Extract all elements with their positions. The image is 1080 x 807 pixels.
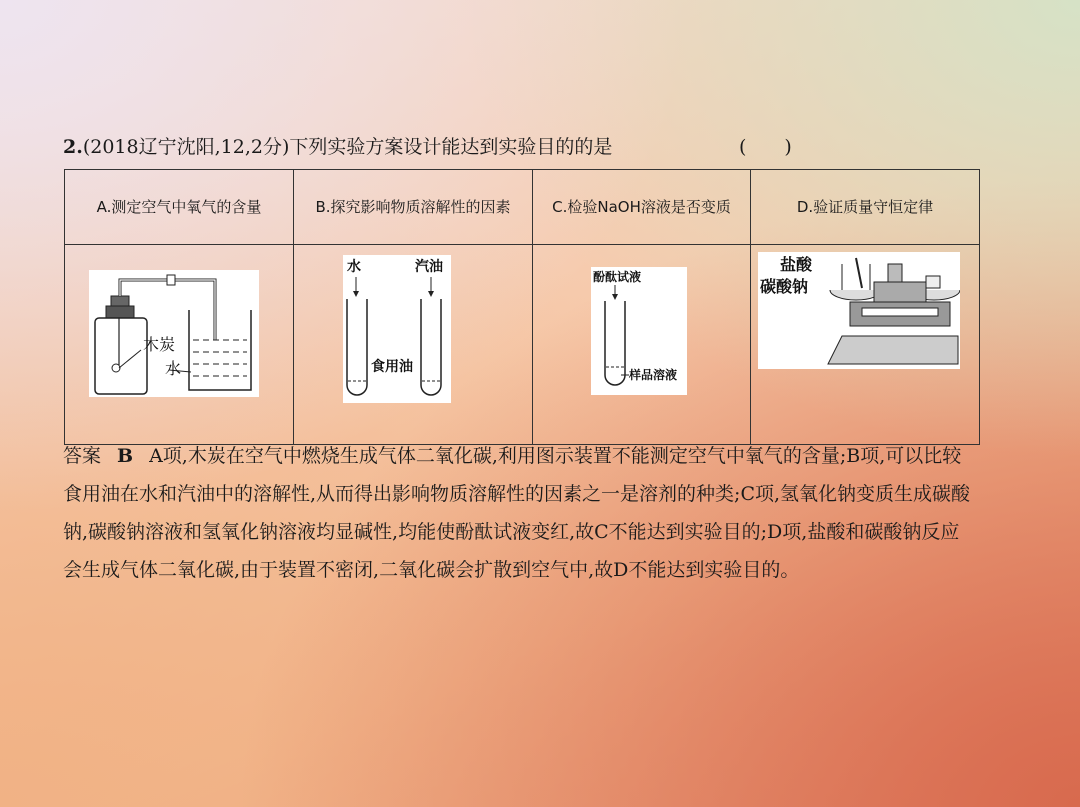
answer-explanation: A项,木炭在空气中燃烧生成气体二氧化碳,利用图示装置不能测定空气中氧气的含量;B项,可以比较食用油在水和汽油中的溶解性,从而得出影响物质溶解性的因素之一是溶剂的种类;C项,氢氧化钠变质生成碳酸钠,碳酸钠溶液和氢氧化钠溶液均显碱性,均能使酚酞试液变红,故C不能达到实验目的;D项,盐酸和碳酸钠反应会生成气体二氧化碳,由于装置不密闭,二氧化碳会扩散到空气中,故D不能达到实验目的。 <box>63 445 971 581</box>
option-c-figure <box>533 245 751 445</box>
label-cooking-oil: 食用油 <box>371 359 413 375</box>
label-gasoline: 汽油 <box>415 259 443 275</box>
question-number: 2. <box>63 136 83 158</box>
label-charcoal: 木炭 <box>143 335 176 354</box>
test-tube-icon <box>591 267 687 395</box>
answer-block <box>63 437 978 589</box>
label-sodium-carbonate: 碳酸钠 <box>760 277 809 296</box>
label-phenolphthalein: 酚酞试液 <box>593 270 642 284</box>
option-b-figure <box>294 245 533 445</box>
beaker-bottle-apparatus-icon <box>89 270 259 397</box>
options-table <box>64 169 980 445</box>
test-tubes-icon <box>343 255 451 403</box>
option-b-label: B.探究影响物质溶解性的因素 <box>294 170 533 245</box>
answer-choice: B <box>117 445 134 467</box>
label-hydrochloric-acid: 盐酸 <box>780 255 813 274</box>
option-d-figure <box>751 245 980 445</box>
question-text: (2018辽宁沈阳,12,2分)下列实验方案设计能达到实验目的的是 <box>82 136 613 158</box>
answer-label: 答案 <box>63 445 102 467</box>
label-water-a: 水 <box>165 359 182 378</box>
option-c-label: C.检验NaOH溶液是否变质 <box>533 170 751 245</box>
label-water-b: 水 <box>347 259 361 275</box>
balance-scale-icon <box>758 252 960 369</box>
label-sample-solution: 样品溶液 <box>629 368 678 382</box>
option-a-label: A.测定空气中氧气的含量 <box>65 170 294 245</box>
option-d-label: D.验证质量守恒定律 <box>751 170 980 245</box>
answer-blank: ( ) <box>739 136 792 158</box>
option-a-figure <box>65 245 294 445</box>
question-stem <box>63 133 963 161</box>
